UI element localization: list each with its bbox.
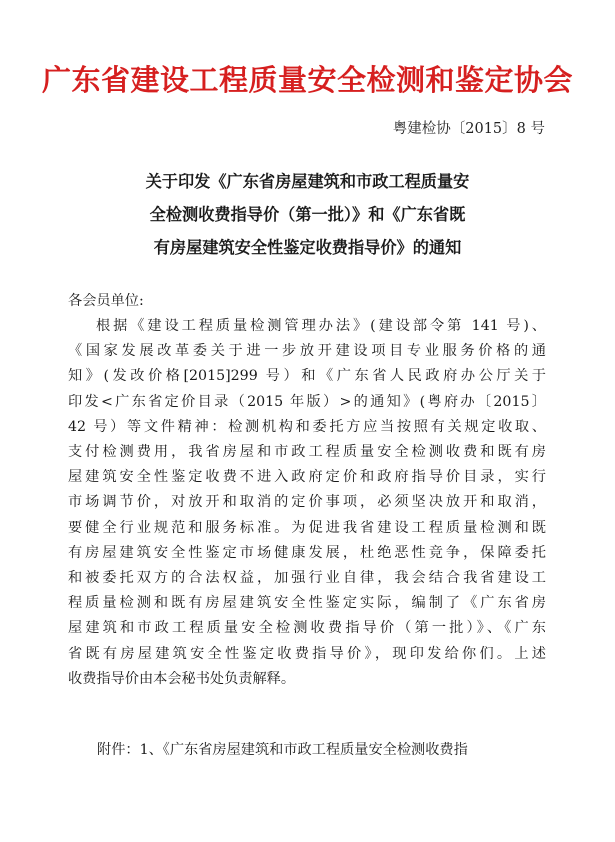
paragraph-line: 收费指导价由本会秘书处负责解释。 [68,670,296,687]
paragraph-line: 市场调节价，对放开和取消的定价事项，必须坚决放开和取消， [68,494,546,511]
title-line: 全检测收费指导价（第一批）》和《广东省既 [149,205,466,224]
salutation: 各会员单位: [68,293,144,309]
document-title [70,165,545,264]
paragraph-line: 屋建筑安全性鉴定收费不进入政府定价和政府指导价目录，实行 [68,469,546,486]
paragraph-line: 要健全行业规范和服务标准。为促进我省建设工程质量检测和既 [68,519,546,536]
paragraph-line: 和被委托双方的合法权益，加强行业自律，我会结合我省建设工 [68,570,546,587]
paragraph-line: 屋建筑和市政工程质量安全检测收费指导价（第一批）》、《广东 [68,620,546,637]
organization-header: 广东省建设工程质量安全检测和鉴定协会 [41,63,573,97]
body-paragraph [68,314,546,692]
paragraph-line: 《国家发展改革委关于进一步放开建设项目专业服务价格的通 [68,343,546,360]
attachment-line: 附件：1、《广东省房屋建筑和市政工程质量安全检测收费指 [97,742,468,758]
paragraph-line: 省既有房屋建筑安全性鉴定收费指导价》，现印发给你们。上述 [68,645,546,662]
paragraph-line: 支付检测费用，我省房屋和市政工程质量安全检测收费和既有房 [68,444,546,461]
paragraph-line: 42 号）等文件精神：检测机构和委托方应当按照有关规定收取、 [68,418,546,435]
paragraph-line: 有房屋建筑安全性鉴定市场健康发展，杜绝恶性竞争，保障委托 [68,544,546,561]
title-line: 有房屋建筑安全性鉴定收费指导价》的通知 [153,238,462,257]
document-number: 粤建检协〔2015〕8 号 [392,121,545,137]
paragraph-line: 知》(发改价格[2015]299 号）和《广东省人民政府办公厅关于 [68,368,546,385]
paragraph-line: 印发<广东省定价目录（2015 年版）>的通知》(粤府办〔2015〕 [68,393,546,410]
title-line: 关于印发《广东省房屋建筑和市政工程质量安 [145,172,470,191]
paragraph-line: 根据《建设工程质量检测管理办法》(建设部令第 141 号)、 [96,318,546,334]
paragraph-line: 程质量检测和既有房屋建筑安全性鉴定实际，编制了《广东省房 [68,595,546,612]
